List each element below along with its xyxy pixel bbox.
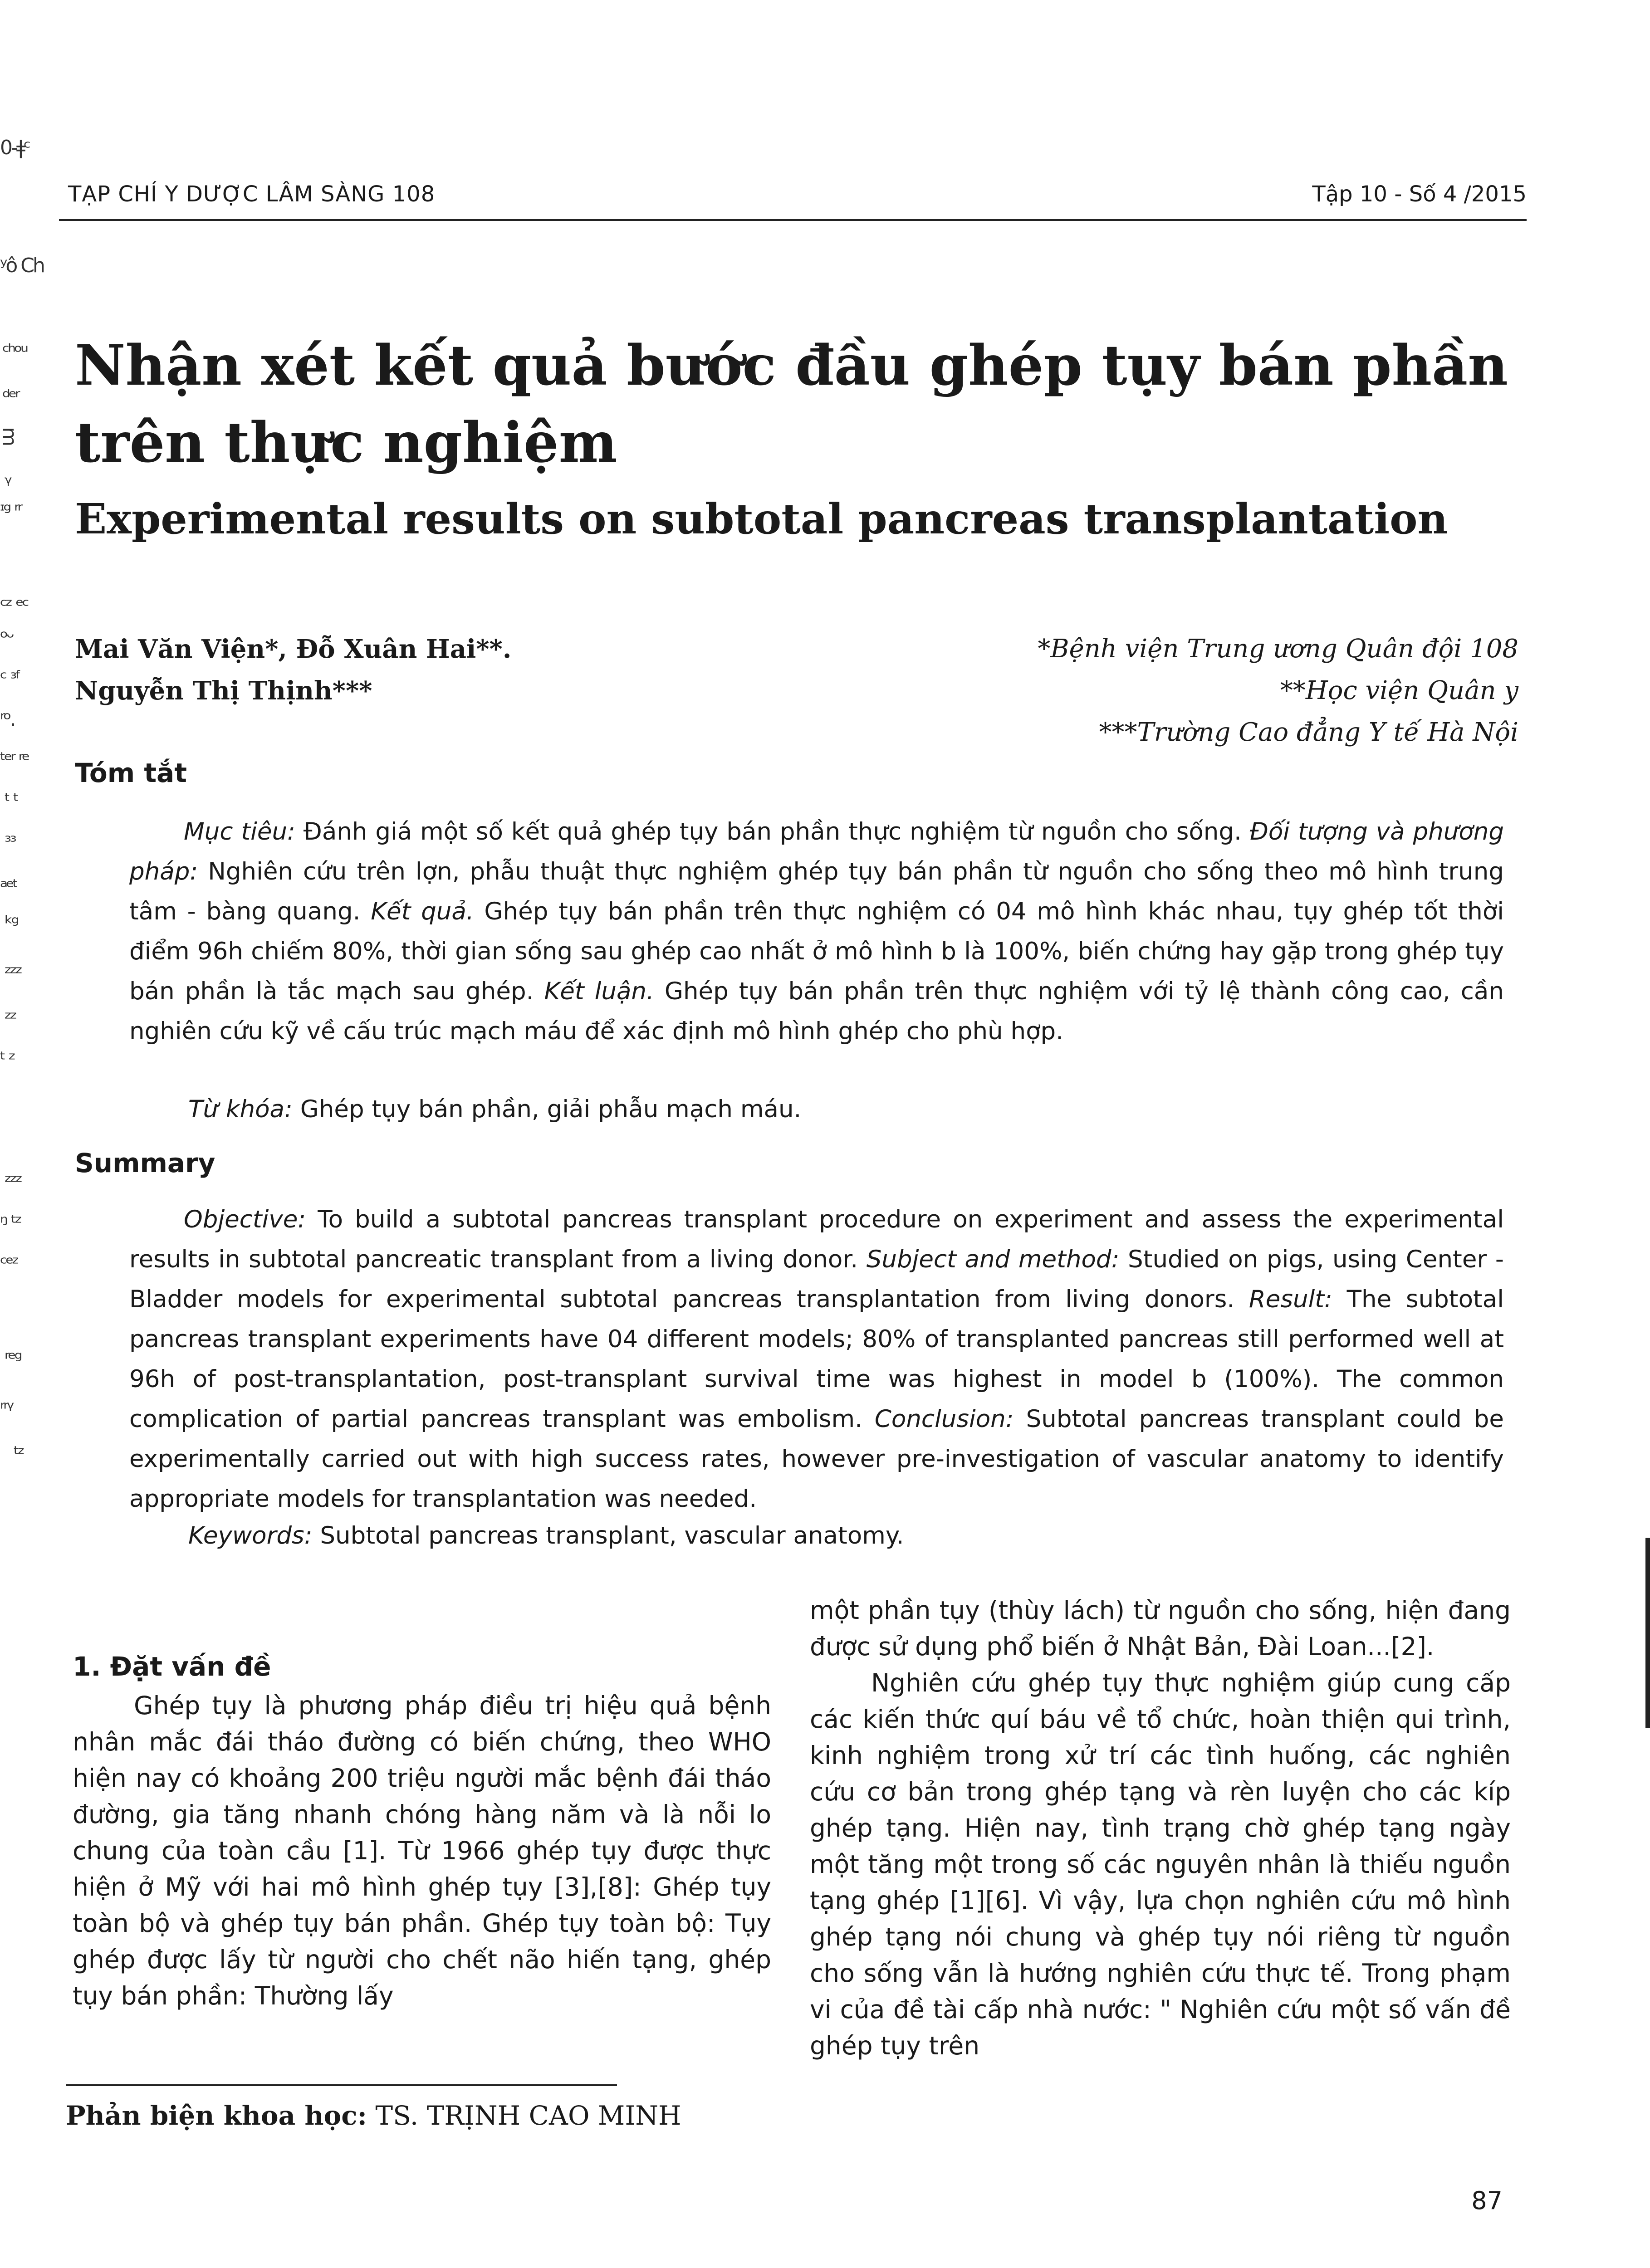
scan-margin-artifacts: 0-ǂᶜ ʸô Ch ᶜʰᵒᵘ ᵈᵉʳ ᴟ ᵞ ᶦᵍ ʳʳ ᶜᶻ ᵉᶜ ᵒᵕ ᶜ ᶟᶠ ʳᵒ. ᵗᵉʳ ʳᵉ ᵗ ᵗ ᶟᶟ ᵃᵉᵗ ᵏᵍ ᶻᶻᶻ ᶻᶻ ᵗ ᶻ ᶻᶻᶻ ᵑ ᵗᶻ ᶜᵉᶻ ʳᵉᵍ ʳʳᵞ ᵗᶻ xyxy=(0,136,44,1466)
abstract-en-keywords xyxy=(188,1522,904,1549)
affiliation: **Học viện Quân y xyxy=(1280,676,1518,705)
label: Đối tượng và phương pháp: xyxy=(129,818,1504,885)
affiliation: *Bệnh viện Trung ương Quân đội 108 xyxy=(1038,634,1518,664)
author-line: Mai Văn Viện*, Đỗ Xuân Hai**. xyxy=(75,634,512,664)
reviewer-name: TS. TRỊNH CAO MINH xyxy=(367,2100,681,2131)
footnote-divider xyxy=(66,2084,617,2086)
body-column-left xyxy=(73,1687,771,2014)
text: The subtotal pancreas transplant experiments have 04 different models; 80% of transplanted pancreas still performed well at 96h of post-transplantation, post-transplant survival time was highest in model b (100%). The common complication of partial pancreas transplant was embolism. xyxy=(129,1286,1504,1433)
text: To build a subtotal pancreas transplant procedure on experiment and assess the experimental results in subtotal pancreatic transplant from a living donor. xyxy=(129,1206,1504,1273)
text: Subtotal pancreas transplant, vascular anatomy. xyxy=(312,1522,904,1549)
text: Ghép tụy bán phần, giải phẫu mạch máu. xyxy=(292,1095,802,1123)
text: Studied on pigs, using Center - Bladder models for experimental subtotal pancreas transplantation from living donors. xyxy=(129,1246,1504,1313)
running-header xyxy=(68,181,1527,209)
paragraph: Ghép tụy là phương pháp điều trị hiệu quả bệnh nhân mắc đái tháo đường có biến chứng, theo WHO hiện nay có khoảng 200 triệu người mắc bệnh đái tháo đường, gia tăng nhanh chóng hàng năm và là nỗi lo chung của toàn cầu [1]. Từ 1966 ghép tụy được thực hiện ở Mỹ với hai mô hình ghép tụy [3],[8]: Ghép tụy toàn bộ và ghép tụy bán phần. Ghép tụy toàn bộ: Tụy ghép được lấy từ người cho chết não hiến tạng, ghép tụy bán phần: Thường lấy xyxy=(73,1691,771,2010)
header-divider xyxy=(59,219,1527,221)
label: Keywords: xyxy=(188,1522,313,1549)
text: Nghiên cứu trên lợn, phẫu thuật thực nghiệm ghép tụy bán phần từ nguồn cho sống theo mô hình trung tâm - bàng quang. xyxy=(129,858,1504,925)
article-title: Nhận xét kết quả bước đầu ghép tụy bán phần trên thực nghiệm xyxy=(75,332,1508,475)
text: Ghép tụy bán phần trên thực nghiệm với tỷ lệ thành công cao, cần nghiên cứu kỹ về cấu trúc mạch máu để xác định mô hình ghép cho phù hợp. xyxy=(129,978,1504,1045)
body-column-right xyxy=(810,1592,1511,2064)
affiliation-list xyxy=(1038,628,1518,753)
abstract-en-heading: Summary xyxy=(75,1148,215,1178)
scan-edge-artifact xyxy=(1645,1538,1650,1728)
text: Đánh giá một số kết quả ghép tụy bán phần thực nghiệm từ nguồn cho sống. xyxy=(295,818,1250,846)
article-title-english: Experimental results on subtotal pancreas transplantation xyxy=(75,494,1448,543)
abstract-vi-heading: Tóm tắt xyxy=(75,758,187,788)
text: Ghép tụy bán phần trên thực nghiệm có 04 mô hình khác nhau, tụy ghép tốt thời điểm 96h chiếm 80%, thời gian sống sau ghép cao nhất ở mô hình b là 100%, biến chứng hay gặp trong ghép tụy bán phần là tắc mạch sau ghép. xyxy=(129,898,1504,1005)
label: Subject and method: xyxy=(866,1246,1120,1273)
label: Kết luận. xyxy=(544,978,654,1005)
label: Objective: xyxy=(184,1206,306,1233)
abstract-vi-keywords xyxy=(188,1095,801,1123)
affiliation: ***Trường Cao đẳng Y tế Hà Nội xyxy=(1099,718,1518,747)
abstract-en-body xyxy=(129,1200,1504,1519)
text: Subtotal pancreas transplant could be experimentally carried out with high success rates, however pre-investigation of vascular anatomy to identify appropriate models for transplantation was needed. xyxy=(129,1405,1504,1513)
abstract-vi-body xyxy=(129,812,1504,1051)
paragraph: một phần tụy (thùy lách) từ nguồn cho sống, hiện đang được sử dụng phổ biến ở Nhật Bản, Đài Loan...[2]. xyxy=(810,1596,1511,1661)
page-number: 87 xyxy=(1471,2186,1503,2215)
author-list xyxy=(75,628,511,712)
section-heading: 1. Đặt vấn đề xyxy=(73,1651,271,1682)
author-line: Nguyễn Thị Thịnh*** xyxy=(75,676,372,706)
journal-name: TẠP CHÍ Y DƯỢC LÂM SÀNG 108 xyxy=(68,181,436,207)
issue-info: Tập 10 - Số 4 /2015 xyxy=(1312,181,1527,207)
label: Mục tiêu: xyxy=(184,818,295,846)
label: Kết quả. xyxy=(371,898,474,925)
label: Từ khóa: xyxy=(188,1095,293,1123)
paragraph: Nghiên cứu ghép tụy thực nghiệm giúp cung cấp các kiến thức quí báu về tổ chức, hoàn thiện qui trình, kinh nghiệm trong xử trí các tình huống, các nghiên cứu cơ bản trong ghép tạng và rèn luyện cho các kíp ghép tạng. Hiện nay, tình trạng chờ ghép tạng ngày một tăng một trong số các nguyên nhân là thiếu nguồn tạng ghép [1][6]. Vì vậy, lựa chọn nghiên cứu mô hình ghép tạng nói chung và ghép tụy nói riêng từ nguồn cho sống vẫn là hướng nghiên cứu thực tế. Trong phạm vi của đề tài cấp nhà nước: " Nghiên cứu một số vấn đề ghép tụy trên xyxy=(810,1668,1511,2060)
reviewer-label: Phản biện khoa học: xyxy=(66,2100,367,2131)
label: Conclusion: xyxy=(874,1405,1014,1433)
reviewer-note xyxy=(66,2100,681,2131)
label: Result: xyxy=(1249,1286,1332,1313)
